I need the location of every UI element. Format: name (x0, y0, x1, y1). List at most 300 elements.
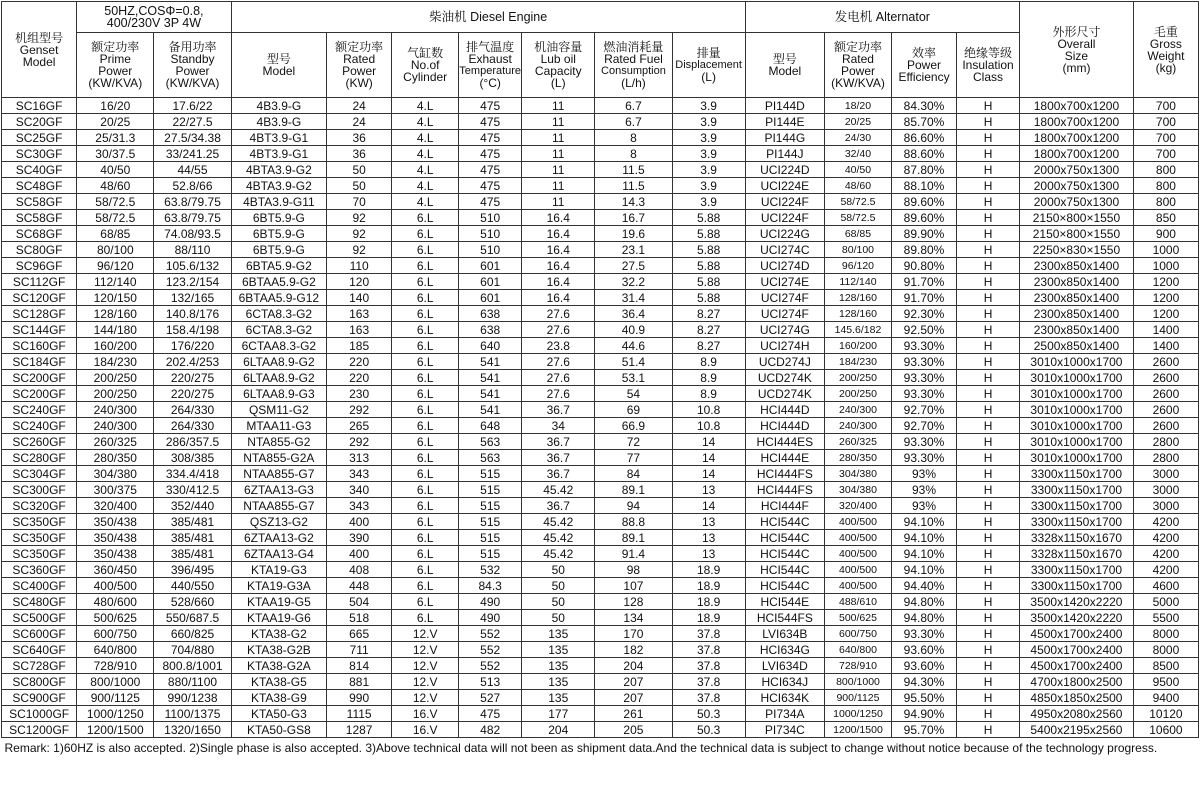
table-row (2, 578, 1199, 594)
cell-engine-rated-power: 70 (327, 194, 392, 210)
cell-exhaust-temp: 601 (459, 258, 522, 274)
cell-displacement: 8.9 (672, 354, 745, 370)
cell-genset-model: SC350GF (2, 546, 77, 562)
cell-overall-size: 4850x1850x2500 (1020, 690, 1134, 706)
cell-engine-rated-power: 343 (327, 466, 392, 482)
cell-alternator-model: HCI544E (745, 594, 824, 610)
cell-efficiency: 93.30% (892, 370, 957, 386)
cell-engine-rated-power: 292 (327, 402, 392, 418)
cell-standby-power: 550/687.5 (154, 610, 231, 626)
cell-displacement: 8.27 (672, 338, 745, 354)
cell-lub-oil: 16.4 (522, 290, 595, 306)
cell-cylinder: 6.L (392, 338, 459, 354)
cell-gross-weight: 700 (1133, 114, 1198, 130)
cell-efficiency: 94.90% (892, 706, 957, 722)
cell-fuel-consumption: 54 (595, 386, 672, 402)
table-row (2, 370, 1199, 386)
cell-fuel-consumption: 44.6 (595, 338, 672, 354)
cell-exhaust-temp: 515 (459, 482, 522, 498)
cell-efficiency: 94.30% (892, 674, 957, 690)
cell-alternator-rated-power: 240/300 (824, 402, 891, 418)
cell-engine-rated-power: 343 (327, 498, 392, 514)
cell-overall-size: 1800x700x1200 (1020, 114, 1134, 130)
cell-engine-rated-power: 92 (327, 242, 392, 258)
cell-displacement: 13 (672, 530, 745, 546)
header-efficiency: 效率 Power Efficiency (892, 33, 957, 98)
table-row (2, 514, 1199, 530)
cell-lub-oil: 135 (522, 626, 595, 642)
cell-prime-power: 96/120 (77, 258, 154, 274)
cell-alternator-rated-power: 58/72.5 (824, 210, 891, 226)
cell-insulation-class: H (957, 450, 1020, 466)
cell-fuel-consumption: 170 (595, 626, 672, 642)
cell-engine-model: 6CTAA8.3-G2 (231, 338, 327, 354)
cell-cylinder: 6.L (392, 498, 459, 514)
cell-engine-rated-power: 24 (327, 114, 392, 130)
table-row (2, 434, 1199, 450)
cell-alternator-rated-power: 48/60 (824, 178, 891, 194)
cell-lub-oil: 50 (522, 578, 595, 594)
cell-standby-power: 202.4/253 (154, 354, 231, 370)
cell-efficiency: 89.60% (892, 210, 957, 226)
cell-cylinder: 6.L (392, 354, 459, 370)
table-row (2, 274, 1199, 290)
cell-overall-size: 2300x850x1400 (1020, 306, 1134, 322)
cell-insulation-class: H (957, 274, 1020, 290)
cell-engine-model: NTA855-G2A (231, 450, 327, 466)
cell-genset-model: SC350GF (2, 530, 77, 546)
cell-overall-size: 3010x1000x1700 (1020, 402, 1134, 418)
cell-efficiency: 93% (892, 482, 957, 498)
cell-standby-power: 220/275 (154, 370, 231, 386)
cell-alternator-rated-power: 320/400 (824, 498, 891, 514)
cell-alternator-model: UCI274F (745, 306, 824, 322)
cell-lub-oil: 11 (522, 194, 595, 210)
cell-alternator-rated-power: 18/20 (824, 98, 891, 114)
cell-engine-model: KTA38-G2 (231, 626, 327, 642)
cell-lub-oil: 135 (522, 690, 595, 706)
cell-overall-size: 3300x1150x1700 (1020, 578, 1134, 594)
cell-efficiency: 93.60% (892, 642, 957, 658)
cell-prime-power: 900/1125 (77, 690, 154, 706)
cell-genset-model: SC360GF (2, 562, 77, 578)
cell-overall-size: 3300x1150x1700 (1020, 482, 1134, 498)
cell-genset-model: SC160GF (2, 338, 77, 354)
table-row (2, 322, 1199, 338)
cell-displacement: 5.88 (672, 258, 745, 274)
cell-fuel-consumption: 8 (595, 130, 672, 146)
cell-gross-weight: 4200 (1133, 546, 1198, 562)
cell-efficiency: 95.50% (892, 690, 957, 706)
cell-alternator-model: PI144D (745, 98, 824, 114)
cell-cylinder: 6.L (392, 578, 459, 594)
cell-efficiency: 87.80% (892, 162, 957, 178)
cell-engine-rated-power: 340 (327, 482, 392, 498)
cell-lub-oil: 204 (522, 722, 595, 738)
cell-fuel-consumption: 27.5 (595, 258, 672, 274)
cell-alternator-rated-power: 58/72.5 (824, 194, 891, 210)
cell-standby-power: 1320/1650 (154, 722, 231, 738)
cell-genset-model: SC240GF (2, 418, 77, 434)
cell-genset-model: SC48GF (2, 178, 77, 194)
cell-genset-model: SC128GF (2, 306, 77, 322)
cell-genset-model: SC120GF (2, 290, 77, 306)
cell-insulation-class: H (957, 610, 1020, 626)
cell-efficiency: 92.70% (892, 402, 957, 418)
cell-efficiency: 92.30% (892, 306, 957, 322)
cell-insulation-class: H (957, 242, 1020, 258)
cell-lub-oil: 11 (522, 178, 595, 194)
cell-fuel-consumption: 19.6 (595, 226, 672, 242)
cell-cylinder: 6.L (392, 418, 459, 434)
cell-standby-power: 63.8/79.75 (154, 194, 231, 210)
cell-overall-size: 2000x750x1300 (1020, 178, 1134, 194)
cell-prime-power: 728/910 (77, 658, 154, 674)
header-alternator-rated-power: 额定功率 Rated Power (KW/KVA) (824, 33, 891, 98)
cell-engine-model: 4BTA3.9-G11 (231, 194, 327, 210)
cell-lub-oil: 23.8 (522, 338, 595, 354)
cell-standby-power: 385/481 (154, 514, 231, 530)
cell-engine-rated-power: 665 (327, 626, 392, 642)
cell-gross-weight: 5000 (1133, 594, 1198, 610)
cell-lub-oil: 27.6 (522, 386, 595, 402)
cell-genset-model: SC200GF (2, 386, 77, 402)
cell-standby-power: 880/1100 (154, 674, 231, 690)
cell-fuel-consumption: 8 (595, 146, 672, 162)
cell-engine-model: 6CTA8.3-G2 (231, 322, 327, 338)
cell-efficiency: 90.80% (892, 258, 957, 274)
cell-genset-model: SC58GF (2, 210, 77, 226)
cell-lub-oil: 11 (522, 162, 595, 178)
cell-engine-model: 6LTAA8.9-G3 (231, 386, 327, 402)
cell-overall-size: 3010x1000x1700 (1020, 450, 1134, 466)
cell-exhaust-temp: 601 (459, 290, 522, 306)
cell-efficiency: 89.60% (892, 194, 957, 210)
cell-efficiency: 94.10% (892, 546, 957, 562)
cell-overall-size: 3500x1420x2220 (1020, 594, 1134, 610)
cell-cylinder: 6.L (392, 290, 459, 306)
cell-alternator-rated-power: 500/625 (824, 610, 891, 626)
cell-lub-oil: 16.4 (522, 258, 595, 274)
cell-efficiency: 94.80% (892, 610, 957, 626)
cell-displacement: 3.9 (672, 130, 745, 146)
cell-cylinder: 4.L (392, 146, 459, 162)
cell-lub-oil: 16.4 (522, 226, 595, 242)
cell-gross-weight: 8000 (1133, 642, 1198, 658)
cell-engine-model: 6BT5.9-G (231, 242, 327, 258)
header-genset-model: 机组型号 Genset Model (2, 2, 77, 98)
cell-alternator-model: PI734C (745, 722, 824, 738)
cell-engine-model: KTAA19-G6 (231, 610, 327, 626)
cell-engine-rated-power: 400 (327, 546, 392, 562)
cell-lub-oil: 36.7 (522, 450, 595, 466)
cell-cylinder: 12.V (392, 658, 459, 674)
cell-engine-rated-power: 230 (327, 386, 392, 402)
cell-lub-oil: 27.6 (522, 370, 595, 386)
cell-cylinder: 12.V (392, 690, 459, 706)
table-row (2, 194, 1199, 210)
cell-cylinder: 6.L (392, 226, 459, 242)
cell-alternator-rated-power: 1200/1500 (824, 722, 891, 738)
header-cylinder: 气缸数 No.of Cylinder (392, 33, 459, 98)
cell-fuel-consumption: 77 (595, 450, 672, 466)
table-row (2, 338, 1199, 354)
cell-insulation-class: H (957, 690, 1020, 706)
cell-alternator-model: HCI544C (745, 546, 824, 562)
cell-fuel-consumption: 11.5 (595, 162, 672, 178)
header-insulation: 绝缘等级 Insulation Class (957, 33, 1020, 98)
cell-prime-power: 30/37.5 (77, 146, 154, 162)
cell-prime-power: 48/60 (77, 178, 154, 194)
cell-insulation-class: H (957, 306, 1020, 322)
cell-insulation-class: H (957, 514, 1020, 530)
cell-insulation-class: H (957, 498, 1020, 514)
cell-insulation-class: H (957, 130, 1020, 146)
cell-efficiency: 89.80% (892, 242, 957, 258)
cell-overall-size: 5400x2195x2560 (1020, 722, 1134, 738)
cell-alternator-model: UCI274D (745, 258, 824, 274)
cell-exhaust-temp: 601 (459, 274, 522, 290)
table-row (2, 642, 1199, 658)
cell-fuel-consumption: 84 (595, 466, 672, 482)
cell-engine-model: 4BTA3.9-G2 (231, 162, 327, 178)
cell-cylinder: 6.L (392, 210, 459, 226)
cell-genset-model: SC728GF (2, 658, 77, 674)
cell-alternator-model: HCI444FS (745, 482, 824, 498)
cell-gross-weight: 9400 (1133, 690, 1198, 706)
cell-alternator-rated-power: 80/100 (824, 242, 891, 258)
table-row (2, 482, 1199, 498)
cell-gross-weight: 10600 (1133, 722, 1198, 738)
cell-engine-rated-power: 504 (327, 594, 392, 610)
cell-insulation-class: H (957, 578, 1020, 594)
cell-engine-model: 6LTAA8.9-G2 (231, 354, 327, 370)
table-row (2, 114, 1199, 130)
cell-alternator-rated-power: 728/910 (824, 658, 891, 674)
cell-cylinder: 6.L (392, 258, 459, 274)
cell-alternator-rated-power: 900/1125 (824, 690, 891, 706)
cell-fuel-consumption: 205 (595, 722, 672, 738)
cell-genset-model: SC20GF (2, 114, 77, 130)
cell-lub-oil: 36.7 (522, 466, 595, 482)
cell-lub-oil: 27.6 (522, 306, 595, 322)
cell-genset-model: SC300GF (2, 482, 77, 498)
cell-overall-size: 2300x850x1400 (1020, 322, 1134, 338)
cell-insulation-class: H (957, 290, 1020, 306)
cell-alternator-model: HCI444E (745, 450, 824, 466)
cell-alternator-rated-power: 96/120 (824, 258, 891, 274)
cell-overall-size: 3010x1000x1700 (1020, 354, 1134, 370)
cell-engine-model: KTA50-G3 (231, 706, 327, 722)
cell-efficiency: 93.30% (892, 386, 957, 402)
cell-prime-power: 58/72.5 (77, 194, 154, 210)
table-row (2, 242, 1199, 258)
cell-prime-power: 120/150 (77, 290, 154, 306)
cell-prime-power: 128/160 (77, 306, 154, 322)
cell-standby-power: 1100/1375 (154, 706, 231, 722)
cell-genset-model: SC320GF (2, 498, 77, 514)
cell-fuel-consumption: 98 (595, 562, 672, 578)
cell-efficiency: 85.70% (892, 114, 957, 130)
cell-exhaust-temp: 475 (459, 194, 522, 210)
cell-displacement: 37.8 (672, 642, 745, 658)
cell-prime-power: 280/350 (77, 450, 154, 466)
cell-displacement: 8.27 (672, 306, 745, 322)
cell-lub-oil: 16.4 (522, 274, 595, 290)
cell-displacement: 14 (672, 498, 745, 514)
table-row (2, 226, 1199, 242)
cell-gross-weight: 1000 (1133, 242, 1198, 258)
cell-lub-oil: 135 (522, 674, 595, 690)
cell-engine-model: 6BT5.9-G (231, 210, 327, 226)
cell-exhaust-temp: 648 (459, 418, 522, 434)
cell-overall-size: 3300x1150x1700 (1020, 562, 1134, 578)
cell-engine-model: KTA38-G2B (231, 642, 327, 658)
cell-gross-weight: 8500 (1133, 658, 1198, 674)
cell-gross-weight: 3000 (1133, 466, 1198, 482)
cell-alternator-rated-power: 32/40 (824, 146, 891, 162)
cell-gross-weight: 2600 (1133, 402, 1198, 418)
table-row (2, 210, 1199, 226)
cell-cylinder: 4.L (392, 98, 459, 114)
cell-fuel-consumption: 66.9 (595, 418, 672, 434)
cell-displacement: 14 (672, 466, 745, 482)
cell-alternator-rated-power: 240/300 (824, 418, 891, 434)
cell-engine-model: 6CTA8.3-G2 (231, 306, 327, 322)
cell-prime-power: 350/438 (77, 514, 154, 530)
cell-genset-model: SC1000GF (2, 706, 77, 722)
header-alternator: 发电机 Alternator (745, 2, 1019, 33)
cell-exhaust-temp: 475 (459, 130, 522, 146)
cell-lub-oil: 34 (522, 418, 595, 434)
cell-fuel-consumption: 69 (595, 402, 672, 418)
cell-alternator-rated-power: 304/380 (824, 466, 891, 482)
cell-engine-rated-power: 36 (327, 146, 392, 162)
cell-cylinder: 16.V (392, 722, 459, 738)
cell-exhaust-temp: 513 (459, 674, 522, 690)
cell-genset-model: SC600GF (2, 626, 77, 642)
cell-engine-model: NTAA855-G7 (231, 498, 327, 514)
cell-cylinder: 6.L (392, 514, 459, 530)
cell-overall-size: 3300x1150x1700 (1020, 466, 1134, 482)
cell-alternator-model: HCI544C (745, 562, 824, 578)
table-row (2, 306, 1199, 322)
cell-engine-model: KTA19-G3A (231, 578, 327, 594)
cell-lub-oil: 135 (522, 658, 595, 674)
cell-prime-power: 400/500 (77, 578, 154, 594)
cell-prime-power: 1000/1250 (77, 706, 154, 722)
cell-exhaust-temp: 552 (459, 658, 522, 674)
cell-exhaust-temp: 475 (459, 114, 522, 130)
cell-cylinder: 12.V (392, 674, 459, 690)
cell-fuel-consumption: 207 (595, 674, 672, 690)
cell-engine-rated-power: 390 (327, 530, 392, 546)
cell-exhaust-temp: 541 (459, 386, 522, 402)
cell-prime-power: 350/438 (77, 546, 154, 562)
cell-gross-weight: 2800 (1133, 450, 1198, 466)
cell-gross-weight: 900 (1133, 226, 1198, 242)
table-row (2, 674, 1199, 690)
cell-engine-rated-power: 110 (327, 258, 392, 274)
cell-alternator-model: HCI444D (745, 402, 824, 418)
cell-alternator-model: UCI274H (745, 338, 824, 354)
cell-exhaust-temp: 541 (459, 402, 522, 418)
cell-efficiency: 91.70% (892, 290, 957, 306)
cell-displacement: 18.9 (672, 594, 745, 610)
cell-overall-size: 2000x750x1300 (1020, 194, 1134, 210)
cell-displacement: 13 (672, 546, 745, 562)
cell-engine-model: 4BT3.9-G1 (231, 130, 327, 146)
cell-fuel-consumption: 16.7 (595, 210, 672, 226)
cell-prime-power: 480/600 (77, 594, 154, 610)
cell-engine-rated-power: 120 (327, 274, 392, 290)
cell-cylinder: 6.L (392, 434, 459, 450)
cell-displacement: 3.9 (672, 146, 745, 162)
cell-engine-model: 4B3.9-G (231, 114, 327, 130)
cell-fuel-consumption: 89.1 (595, 530, 672, 546)
cell-efficiency: 94.80% (892, 594, 957, 610)
cell-standby-power: 528/660 (154, 594, 231, 610)
cell-alternator-model: UCI274E (745, 274, 824, 290)
cell-exhaust-temp: 638 (459, 306, 522, 322)
cell-efficiency: 89.90% (892, 226, 957, 242)
cell-efficiency: 88.10% (892, 178, 957, 194)
cell-genset-model: SC68GF (2, 226, 77, 242)
cell-alternator-model: UCI224G (745, 226, 824, 242)
cell-overall-size: 3300x1150x1700 (1020, 498, 1134, 514)
cell-displacement: 14 (672, 450, 745, 466)
cell-insulation-class: H (957, 370, 1020, 386)
cell-lub-oil: 177 (522, 706, 595, 722)
cell-genset-model: SC304GF (2, 466, 77, 482)
cell-standby-power: 105.6/132 (154, 258, 231, 274)
cell-fuel-consumption: 182 (595, 642, 672, 658)
cell-standby-power: 140.8/176 (154, 306, 231, 322)
cell-fuel-consumption: 36.4 (595, 306, 672, 322)
cell-fuel-consumption: 32.2 (595, 274, 672, 290)
cell-gross-weight: 2600 (1133, 370, 1198, 386)
cell-overall-size: 4500x1700x2400 (1020, 642, 1134, 658)
cell-insulation-class: H (957, 258, 1020, 274)
cell-engine-model: MTAA11-G3 (231, 418, 327, 434)
cell-fuel-consumption: 40.9 (595, 322, 672, 338)
cell-standby-power: 334.4/418 (154, 466, 231, 482)
cell-gross-weight: 1000 (1133, 258, 1198, 274)
cell-standby-power: 396/495 (154, 562, 231, 578)
cell-fuel-consumption: 107 (595, 578, 672, 594)
cell-insulation-class: H (957, 482, 1020, 498)
cell-alternator-rated-power: 145.6/182 (824, 322, 891, 338)
table-row (2, 386, 1199, 402)
cell-prime-power: 112/140 (77, 274, 154, 290)
header-fuel-consumption: 燃油消耗量 Rated Fuel Consumption (L/h) (595, 33, 672, 98)
cell-exhaust-temp: 515 (459, 546, 522, 562)
cell-overall-size: 3300x1150x1700 (1020, 514, 1134, 530)
cell-prime-power: 200/250 (77, 370, 154, 386)
cell-prime-power: 80/100 (77, 242, 154, 258)
cell-alternator-rated-power: 640/800 (824, 642, 891, 658)
cell-engine-rated-power: 408 (327, 562, 392, 578)
cell-alternator-model: HCI444D (745, 418, 824, 434)
cell-gross-weight: 5500 (1133, 610, 1198, 626)
cell-efficiency: 93% (892, 498, 957, 514)
cell-fuel-consumption: 94 (595, 498, 672, 514)
header-diesel-engine: 柴油机 Diesel Engine (231, 2, 745, 33)
cell-alternator-rated-power: 24/30 (824, 130, 891, 146)
cell-lub-oil: 11 (522, 130, 595, 146)
cell-efficiency: 94.10% (892, 514, 957, 530)
cell-exhaust-temp: 638 (459, 322, 522, 338)
